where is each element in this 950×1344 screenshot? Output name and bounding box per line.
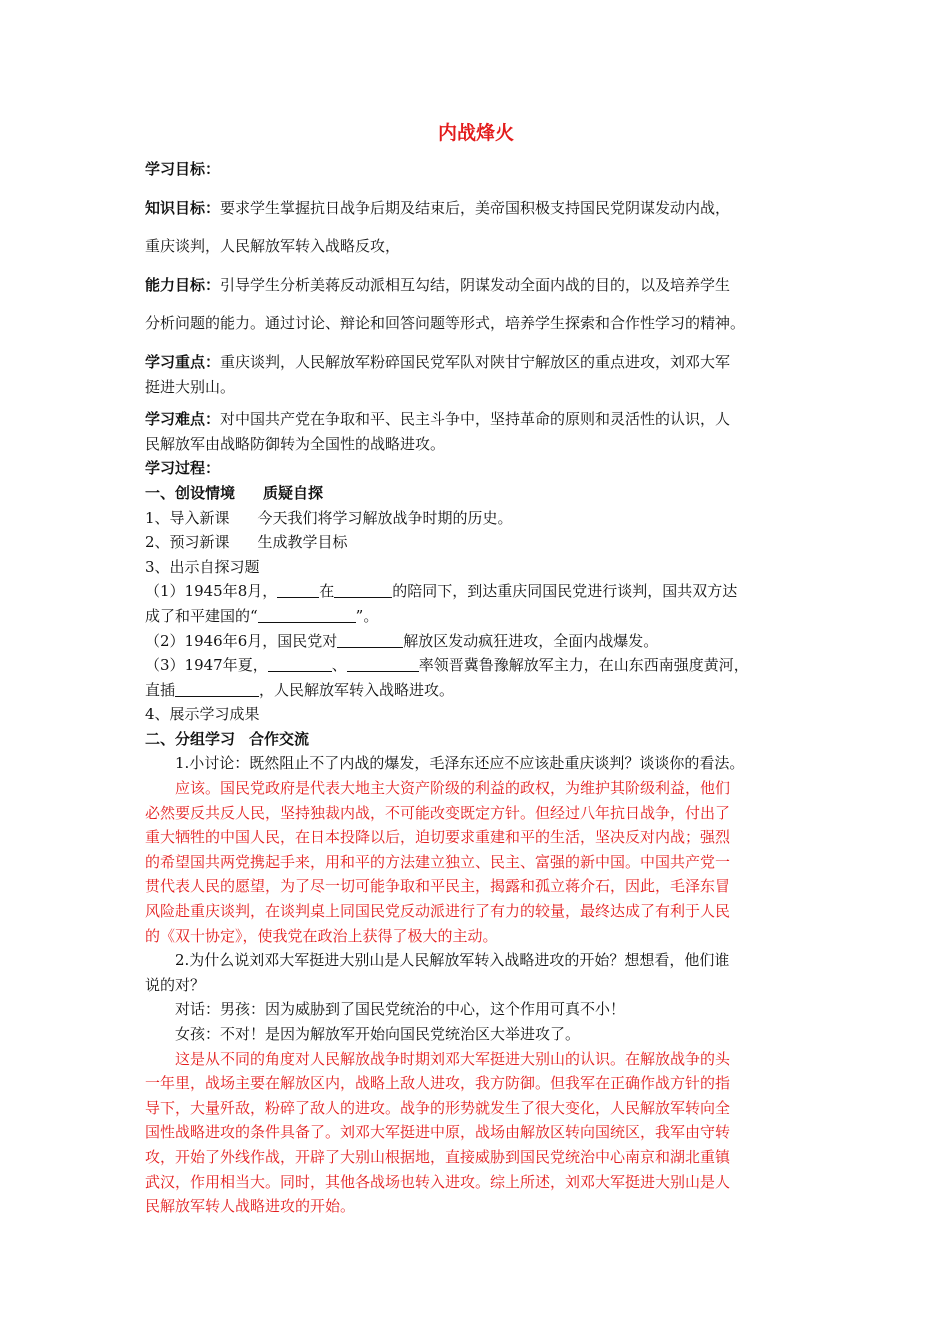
dialog-boy: 对话：男孩：因为威胁到了国民党统治的中心，这个作用可真不小！ [175, 1000, 626, 1019]
ability-goal [145, 273, 807, 298]
discussion-1-answer-line: 的《双十协定》，使我党在政治上获得了极大的主动。 [145, 926, 498, 945]
knowledge-goal [145, 196, 807, 221]
question-1 [145, 579, 807, 604]
section-1-heading [145, 481, 807, 506]
list-item: 3、出示自探习题 [145, 557, 260, 576]
discussion-2-answer-line: 民解放军转人战略进攻的开始。 [145, 1197, 356, 1216]
list-item [145, 530, 807, 555]
item-2-text: 生成教学目标 [257, 533, 348, 552]
discussion-2-question: 2.为什么说刘邓大军挺进大别山是人民解放军转入战略进攻的开始？想想看，他们谁 [175, 951, 730, 970]
q3-text-a: （3）1947年夏， [145, 656, 268, 675]
question-3 [145, 653, 807, 678]
discussion-1-answer-line: 贯代表人民的愿望，为了尽一切可能争取和平民主，揭露和孤立蒋介石，因此，毛泽东冒 [145, 877, 731, 896]
section-2-title-b: 合作交流 [249, 729, 310, 748]
list-item: 4、展示学习成果 [145, 705, 260, 724]
blank-field [258, 607, 356, 623]
discussion-2-answer-line: 武汉，作用相当大。同时，其他各战场也转入进攻。综上所述，刘邓大军挺进大别山是人 [145, 1172, 731, 1191]
q1-text-a: （1）1945年8月， [145, 582, 278, 601]
discussion-1-answer-line: 重大牺牲的中国人民，在日本投降以后，迫切要求重建和平的生活，坚决反对内战；强烈 [145, 828, 731, 847]
dialog-girl: 女孩：不对！是因为解放军开始向国民党统治区大举进攻了。 [175, 1025, 581, 1043]
blank-field [334, 582, 392, 598]
ability-text: 引导学生分析美蒋反动派相互勾结，阴谋发动全面内战的目的，以及培养学生 [220, 275, 731, 294]
ability-label: 能力目标： [145, 275, 221, 294]
discussion-1-answer-line: 的希望国共两党携起手来，用和平的方法建立独立、民主、富强的新中国。中国共产党一 [145, 852, 731, 871]
page-title: 内战烽火 [437, 122, 514, 144]
q3-text-d: 直插 [145, 680, 176, 699]
difficulty-text: 对中国共产党在争取和平、民主斗争中，坚持革命的原则和灵活性的认识，人 [220, 410, 731, 429]
blank-field [347, 656, 419, 672]
q1-text-b: 在 [319, 582, 335, 601]
q1-text-c: 的陪同下，到达重庆同国民党进行谈判，国共双方达 [392, 582, 738, 601]
q3-text-e: ，人民解放军转入战略进攻。 [259, 680, 455, 699]
difficulty-label: 学习难点： [145, 410, 221, 429]
difficulties-cont: 民解放军由战略防御转为全国性的战略进攻。 [145, 434, 446, 453]
discussion-2-answer-line: 一年里，战场主要在解放区内，战略上敌人进攻，我方防御。但我军在正确作战方针的指 [145, 1074, 731, 1093]
item-1-label: 1、导入新课 [145, 508, 230, 527]
q2-text-a: （2）1946年6月，国民党对 [145, 631, 338, 650]
blank-field [277, 582, 319, 598]
item-1-text: 今天我们将学习解放战争时期的历史。 [257, 508, 513, 527]
blank-field [175, 681, 259, 697]
section-1-title-b: 质疑自探 [263, 483, 324, 502]
key-points [145, 350, 807, 375]
knowledge-text: 要求学生掌握抗日战争后期及结束后，美帝国积极支持国民党阴谋发动内战， [220, 198, 731, 217]
q2-text-b: 解放区发动疯狂进攻，全面内战爆发。 [403, 631, 659, 650]
key-text: 重庆谈判，人民解放军粉碎国民党军队对陕甘宁解放区的重点进攻，刘邓大军 [220, 352, 731, 371]
process-heading: 学习过程： [145, 459, 221, 478]
discussion-1-question: 1.小讨论：既然阻止不了内战的爆发，毛泽东还应不应该赴重庆谈判？谈谈你的看法。 [175, 754, 745, 773]
q3-text-c: 率领晋冀鲁豫解放军主力，在山东西南强度黄河， [418, 656, 749, 675]
goals-heading: 学习目标： [145, 160, 221, 178]
ability-goal-cont: 分析问题的能力。通过讨论、辩论和回答问题等形式，培养学生探索和合作性学习的精神。 [145, 314, 746, 333]
question-2 [145, 629, 807, 654]
discussion-2-answer-line: 攻，开始了外线作战，开辟了大别山根据地，直接威胁到国民党统治中心南京和湖北重镇 [145, 1147, 731, 1166]
question-1-cont [145, 604, 807, 629]
difficulties [145, 407, 807, 432]
question-3-cont [145, 678, 807, 703]
discussion-1-answer-line: 风险赴重庆谈判，在谈判桌上同国民党反动派进行了有力的较量，最终达成了有利于人民 [145, 902, 731, 921]
discussion-2-answer-line: 导下，大量歼敌，粉碎了敌人的进攻。战争的形势就发生了很大变化，人民解放军转向全 [145, 1098, 731, 1117]
section-1-title-a: 一、创设情境 [145, 483, 236, 502]
key-points-cont: 挺进大别山。 [145, 377, 236, 396]
blank-field [268, 656, 332, 672]
item-2-label: 2、预习新课 [145, 533, 230, 552]
discussion-1-answer-line: 应该。国民党政府是代表大地主大资产阶级的利益的政权，为维护其阶级利益，他们 [175, 779, 731, 798]
blank-field [337, 632, 403, 648]
discussion-2-answer-line: 国性战略进攻的条件具备了。刘邓大军挺进中原，战场由解放区转向国统区，我军由守转 [145, 1123, 731, 1142]
discussion-1-answer-line: 必然要反共反人民，坚持独裁内战，不可能改变既定方针。但经过八年抗日战争，付出了 [145, 803, 731, 822]
discussion-2-answer-line: 这是从不同的角度对人民解放战争时期刘邓大军挺进大别山的认识。在解放战争的头 [175, 1049, 731, 1068]
section-2-heading [145, 727, 807, 752]
q3-text-b: 、 [331, 656, 347, 675]
key-label: 学习重点： [145, 352, 221, 371]
section-2-title-a: 二、分组学习 [145, 729, 236, 748]
document-page [145, 118, 807, 1219]
knowledge-label: 知识目标： [145, 198, 221, 217]
discussion-2-question-cont: 说的对？ [145, 975, 206, 994]
q1-text-d: 成了和平建国的“ [145, 606, 258, 625]
q1-text-e: ”。 [355, 606, 379, 625]
knowledge-goal-cont: 重庆谈判，人民解放军转入战略反攻， [145, 237, 401, 256]
list-item [145, 506, 807, 531]
